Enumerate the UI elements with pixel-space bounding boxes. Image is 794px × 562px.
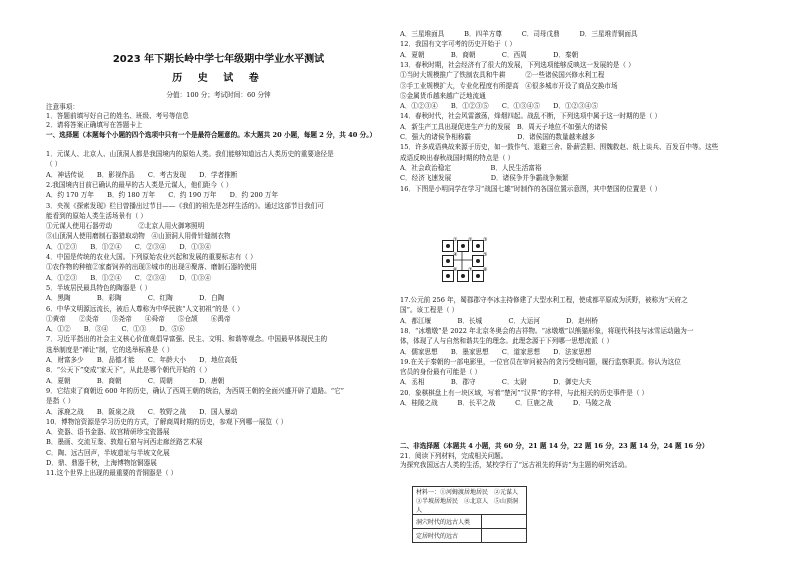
map-label: ⑤ (483, 252, 488, 258)
question-line: A．夏朝 B．商朝 C．周朝 D．唐朝 (46, 376, 225, 385)
question-line: A．新生产工具出现促进生产力的发展 B．周天子地位不如强大的诸侯 (400, 122, 608, 131)
question-line: 15．许多成语典故来源于历史，如一鼓作气、退避三舍、卧薪尝胆、围魏救赵、纸上谈兵、百发百中等。这些 (400, 143, 719, 152)
question-line: 9．它结束了商朝近 600 年的历史，确认了西周王朝的统治，为西周王朝的全面兴盛开辟了道路。“它” (46, 386, 345, 395)
question-line: A．①②③ B．①②④ C．②③④ D．①③④ (46, 242, 212, 251)
map-label: ⑥ (453, 267, 458, 273)
question-line: 20．象棋棋盘上有一块区域，写着“楚河”“汉界”的字样，与此相关的历史事件是（ ） (400, 388, 649, 397)
q21-text: 21．阅读下列材料，完成相关问题。 (400, 452, 508, 460)
question-line: A．财富多少 B．品德才能 C．年龄大小 D．地位高低 (46, 356, 238, 364)
question-line: A．约 170 万年 B．约 180 万年 C．约 190 万年 D．约 200 万年 (46, 191, 279, 200)
question-line: A．①②③ B．①②④ C．②③④ D．①③④ (46, 273, 212, 282)
notice-item: 2．请将答案正确填写在答题卡上 (46, 121, 143, 129)
question-line: A．社会政治稳定 B．人民生活富裕 (400, 163, 542, 172)
question-line: 官员的身份最有可能是（ ） (400, 368, 482, 377)
question-line: 国”。该工程是（ ） (400, 306, 459, 315)
question-line: 选举制度是“禅让”制，它的选举标准是（ ） (46, 345, 174, 354)
question-line: ①黄帝 ②炎帝 ③尧帝 ④舜帝 ⑤仓颉 ⑥禹帝 (46, 314, 231, 323)
question-line: D．鼎、鼎器千秋，上海博物馆铜器展 (46, 459, 157, 467)
question-line: B．墨画、交流互鉴、敦煌石窟与河西走廊丝路艺术展 (46, 438, 203, 447)
question-line: （ ） (46, 160, 62, 169)
question-line: 17.公元前 256 年，蜀郡郡守李冰主持修建了大型水利工程，使成都平原成为沃野，被称为“天府之 (400, 296, 688, 304)
question-line: 7．习近平指出的社会主义核心价值观倡导富强、民主、文明、和谐等观念。中国最早体现民主的 (46, 335, 328, 344)
question-line: 是指（ ） (46, 397, 75, 406)
exam-meta: 分值：100 分；考试时间：60 分钟 (166, 91, 271, 99)
question-line: C．经济飞速发展 D．诸侯争并争霸战争频繁 (400, 174, 569, 183)
question-line: 18．“冰墩墩”是 2022 年北京冬奥会的吉祥物。“冰墩墩”以熊猫形象，将现代科技与冰雪运动融为一 (400, 326, 694, 335)
question-line: A．①②③④ B．①②③⑤ C．①③④⑤ D．①②③④⑤ (400, 102, 598, 111)
question-line: A．夏朝 B．商朝 C．西周 D．秦朝 (400, 50, 579, 59)
table-cell-blank[interactable] (482, 515, 527, 529)
question-line: ①元谋人使用石器劳动 ②北京人用火御寒照明 (46, 222, 205, 231)
question-line: 5．半坡居民最具特色的陶器是（ ） (46, 283, 152, 292)
exam-subject: 历 史 试 卷 (172, 73, 265, 84)
question-line: A．涿鹿之战 B．阪泉之战 C．牧野之战 D．国人暴动 (46, 407, 238, 416)
question-line: A．黑陶 B．彩陶 C．红陶 D．白陶 (46, 294, 225, 303)
question-line: 19.在关于秦朝的一部电影里，一位官员在审问被告的贪污受贿问题，履行监察职责。你认为这位 (400, 357, 681, 366)
section1-heading: 一、选择题（本题每个小题的四个选项中只有一个是最符合题意的。本大题共 20 小题，每题 2 分，共 40 分。） (46, 131, 377, 139)
question-line: 体，体现了人与自然和谐共生的理念。此理念源于下列哪一思想流派（ ） (400, 337, 614, 346)
question-line: 13．春秋时期，社会经济有了很大的发展，下列选项能够反映这一发展的是（ ） (400, 60, 635, 69)
question-line: 2.我国境内目前已确认的最早的古人类是元谋人，他们距今（ ） (46, 180, 233, 189)
map-label: ⑦ (468, 267, 473, 273)
map-label: ④ (453, 252, 458, 258)
question-line: 12．我国有文字可考的历史开始于（ ） (400, 40, 516, 49)
notice-heading: 注意事项： (46, 103, 79, 111)
question-line: ①农作物的种植②家畜饲养的出现③城市的出现④聚落、磨制石器的使用 (46, 263, 257, 272)
table-row (413, 529, 527, 543)
question-line: A．①② B．③④ C．①③ D．⑤⑥ (46, 325, 185, 334)
question-line: ③手工业规模扩大，专业化程度有所提高 ④很多城市开设了商品交换市场 (400, 81, 618, 90)
table-cell: 洞穴时代的远古人类 (413, 515, 482, 529)
map-label: ⑧ (483, 267, 488, 273)
question-line: 11.这个世界上出现的最重要的青铜器是（ ） (46, 469, 178, 478)
question-line: 能看到的原始人类生活场景有（ ） (46, 211, 148, 220)
question-line: A．三星堆面具 B．四羊方尊 C．司母戊鼎 D．三星堆青铜面具 (400, 30, 638, 38)
question-line: 8．“公天下”变成“家天下”，从此是哪个朝代开始的（ ） (46, 366, 211, 375)
notice-item: 1．答题前填写好自己的姓名、班级、考号等信息 (46, 112, 189, 120)
question-line: 6．中华文明源远流长，被后人尊称为中华民族“人文初祖”的是（ ） (46, 304, 244, 313)
question-line: A．丞相 B．郡守 C．太尉 D．御史大夫 (400, 378, 592, 387)
question-line: C．强大的诸侯争相称霸 D．诸侯国的数量越来越多 (400, 133, 595, 141)
section2-heading: 二、非选择题（本题共 4 小题，共 60 分，21 题 14 分，22 题 16 分，23 题 14 分，24 题 16 分） (400, 442, 709, 450)
question-line: 14．春秋时代，社会风雷激荡，烽烟四起。战乱不断，下列选项中属于这一时期的是（ ） (400, 112, 662, 121)
map-label: ② (468, 237, 473, 243)
material-cell: 材料一：①河姆渡居地居民 ②元谋人 ③半坡居地居民 ④北京人 ⑤山顶洞人 (413, 487, 527, 515)
question-line: A．都江堰 B．长城 C．大运河 D．赵州桥 (400, 316, 598, 325)
material-table (412, 486, 527, 543)
question-line: 成语反映出春秋战国时期的特点是（ ） (400, 153, 515, 162)
exam-title: 2023 年下期长岭中学七年级期中学业水平测试 (112, 54, 325, 65)
question-line: A．桂陵之战 B．长平之战 C．巨鹿之战 D．马陵之战 (400, 399, 612, 407)
question-line: 16．下图是小明同学在学习“战国七雄”时制作的各国位置示意图，其中楚国的位置是（ ） (400, 184, 662, 193)
warring-states-map (440, 237, 488, 282)
question-line: ①当时大规模推广了铁制农具和牛耕 ②一些诸侯国兴修水利工程 (400, 71, 605, 80)
question-line: ⑤金属货币越来越广泛地流通 (400, 91, 486, 100)
question-line: 4．中国是传统的农业大国。下列原始农业兴起和发展的重要标志有（ ） (46, 253, 257, 261)
question-line: 3．央视《探索发现》栏目曾播出过节目——《我们的祖先是怎样生活的》。通过这部节目我们可 (46, 201, 324, 210)
question-line: A．神话传说 B．影视作品 C．考古发现 D．学者推断 (46, 170, 238, 179)
question-line: 10．博物馆资源是学习历史的方式，了解商周时期的历史，参观下列哪一展览（ ） (46, 417, 288, 426)
map-label: ① (453, 237, 458, 243)
question-line: ③山顶洞人使用磨制石器猎取动物 ④山顶洞人用骨针缝制衣物 (46, 232, 231, 241)
question-line: C．陶、远古回声，半坡遗址与半坡文化展 (46, 448, 170, 457)
table-row (413, 487, 527, 515)
q21-intro: 为探究我国远古人类的生活，某校学行了“远古祖先的拜访”为主题的研究活动。 (400, 461, 631, 469)
map-label: ③ (483, 237, 488, 243)
table-cell: 定居时代的远古 (413, 529, 482, 543)
question-line: 1．元谋人、北京人、山顶洞人都是我国境内的原始人类。我们能够知道远古人类历史的重要途径是 (46, 150, 334, 158)
question-line: A．瓷器、语书金器、故宫精研珍宝瓷器展 (46, 428, 170, 437)
table-row (413, 515, 527, 529)
question-line: A．儒家思想 B．墨家思想 C．道家思想 D．法家思想 (400, 347, 592, 356)
table-cell-blank[interactable] (482, 529, 527, 543)
